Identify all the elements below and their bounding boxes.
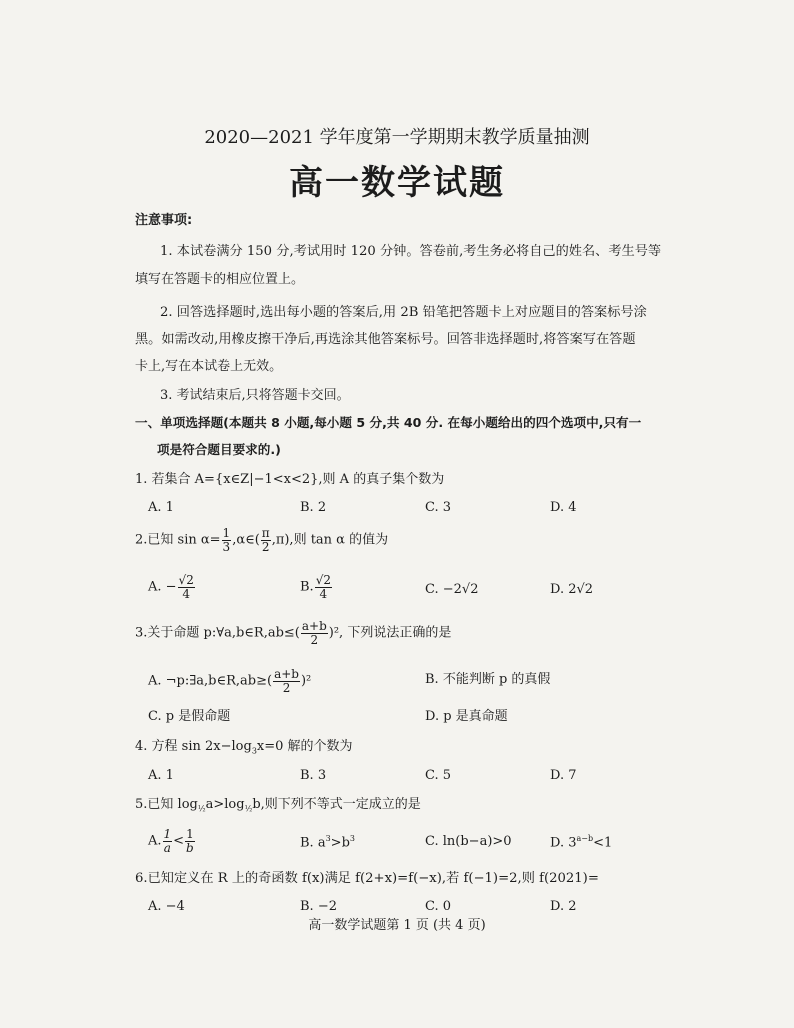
fraction-numerator: √2 <box>178 573 194 587</box>
question-4-option-d: D. 7 <box>550 768 577 783</box>
log-base: 3 <box>251 746 257 756</box>
question-6-option-d: D. 2 <box>550 899 577 914</box>
question-1-stem: 1. 若集合 A={x∈Z|−1<x<2},则 A 的真子集个数为 <box>135 472 445 487</box>
question-3-option-a <box>148 668 311 694</box>
fraction-one-over-a <box>163 828 173 854</box>
exponent: 3 <box>349 834 355 843</box>
option-b-part-2: >b <box>330 835 350 851</box>
fraction-numerator: 1 <box>186 827 194 841</box>
question-2-stem-part-2: ,α∈( <box>232 532 260 548</box>
note-2-line-1: 2. 回答选择题时,选出每小题的答案后,用 2B 铅笔把答题卡上对应题目的答案标号涂 <box>160 305 647 320</box>
question-1-option-b: B. 2 <box>300 500 327 515</box>
exponent: a−b <box>576 834 594 843</box>
question-4-option-b: B. 3 <box>300 768 327 783</box>
less-than-sign: < <box>173 833 185 849</box>
question-6-option-a: A. −4 <box>148 899 185 914</box>
section-1-heading-line-1: 一、单项选择题(本题共 8 小题,每小题 5 分,共 40 分. 在每小题给出的四个选项中,只有一 <box>135 415 642 430</box>
fraction-numerator: 1 <box>163 827 172 841</box>
exponent: 3 <box>325 834 331 843</box>
fraction-denominator: 2 <box>282 680 291 695</box>
question-1-option-c: C. 3 <box>425 500 452 515</box>
note-2-line-3: 卡上,写在本试卷上无效。 <box>135 359 283 374</box>
page-footer: 高一数学试题第 1 页 (共 4 页) <box>308 918 486 933</box>
option-d-part-1: D. 3 <box>550 835 577 851</box>
question-2-stem-part-3: ,π),则 tan α 的值为 <box>271 532 389 548</box>
question-2-stem <box>135 527 388 553</box>
fraction-a-plus-b-over-2 <box>301 620 328 646</box>
question-1-option-d: D. 4 <box>550 500 577 515</box>
fraction-denominator: 3 <box>222 539 231 554</box>
log-base: ½ <box>244 804 253 814</box>
fraction-pi-over-two <box>261 527 271 553</box>
question-5-option-c: C. ln(b−a)>0 <box>425 834 512 849</box>
question-3-option-d: D. p 是真命题 <box>425 709 508 724</box>
fraction-denominator: 2 <box>261 539 270 554</box>
exam-title: 2020—2021 学年度第一学期期末教学质量抽测 <box>204 127 590 148</box>
fraction-numerator: a+b <box>274 667 299 681</box>
question-5-option-a <box>148 828 196 854</box>
fraction-numerator: π <box>261 526 270 540</box>
question-6-option-b: B. −2 <box>300 899 337 914</box>
question-5-stem <box>135 797 421 814</box>
fraction-sqrt2-over-4 <box>315 574 332 600</box>
question-5-option-d <box>550 834 612 851</box>
note-1-line-1: 1. 本试卷满分 150 分,考试用时 120 分钟。答卷前,考生务必将自己的姓名、考生号等 <box>160 244 662 259</box>
question-5-stem-part-3: b,则下列不等式一定成立的是 <box>252 797 421 812</box>
question-2-option-c: C. −2√2 <box>425 582 479 597</box>
question-6-stem: 6.已知定义在 R 上的奇函数 f(x)满足 f(2+x)=f(−x),若 f(−1)=2,则 f(2021)= <box>135 871 599 886</box>
option-a-part-2: )² <box>300 673 312 689</box>
fraction-numerator: √2 <box>315 573 331 587</box>
option-d-part-2: <1 <box>593 835 613 851</box>
option-label: A. <box>148 833 162 849</box>
question-6-option-c: C. 0 <box>425 899 452 914</box>
question-3-stem-part-1: 3.关于命题 p:∀a,b∈R,ab≤( <box>135 625 300 641</box>
note-1-line-2: 填写在答题卡的相应位置上。 <box>135 272 305 287</box>
fraction-denominator: 2 <box>310 632 319 647</box>
question-2-stem-part-1: 2.已知 sin α= <box>135 532 221 548</box>
notes-heading: 注意事项: <box>135 213 193 228</box>
question-5-stem-part-2: a>log <box>205 797 245 812</box>
option-label: A. − <box>148 579 177 595</box>
fraction-denominator: b <box>186 840 194 855</box>
option-b-part-1: B. a <box>300 835 326 851</box>
question-3-option-b: B. 不能判断 p 的真假 <box>425 672 551 687</box>
section-1-heading-line-2: 项是符合题目要求的.) <box>157 442 281 457</box>
note-3: 3. 考试结束后,只将答题卡交回。 <box>160 388 350 403</box>
question-3-stem-part-2: )², 下列说法正确的是 <box>328 625 452 641</box>
fraction-sqrt2-over-4 <box>178 574 195 600</box>
question-4-stem-part-1: 4. 方程 sin 2x−log <box>135 739 252 754</box>
note-2-line-2: 黑。如需改动,用橡皮擦干净后,再选涂其他答案标号。回答非选择题时,将答案写在答题 <box>135 332 636 347</box>
question-5-option-b <box>300 834 355 851</box>
fraction-a-plus-b-over-2 <box>273 668 300 694</box>
question-4-option-c: C. 5 <box>425 768 452 783</box>
question-5-stem-part-1: 5.已知 log <box>135 797 198 812</box>
question-1-option-a: A. 1 <box>148 500 174 515</box>
fraction-one-over-b <box>185 828 195 854</box>
fraction-one-third <box>222 527 232 553</box>
subject-title: 高一数学试题 <box>289 163 505 203</box>
log-base: ½ <box>197 804 206 814</box>
question-3-option-c: C. p 是假命题 <box>148 709 231 724</box>
fraction-numerator: a+b <box>301 619 327 633</box>
question-4-option-a: A. 1 <box>148 768 174 783</box>
question-2-option-a <box>148 574 196 600</box>
option-a-part-1: A. ¬p:∃a,b∈R,ab≥( <box>148 673 273 689</box>
option-label: B. <box>300 579 314 595</box>
question-4-stem <box>135 739 353 756</box>
fraction-numerator: 1 <box>222 526 231 540</box>
fraction-denominator: 4 <box>182 586 190 601</box>
question-2-option-d: D. 2√2 <box>550 582 594 597</box>
fraction-denominator: 4 <box>319 586 328 601</box>
fraction-denominator: a <box>163 840 171 855</box>
question-4-stem-part-2: x=0 解的个数为 <box>256 739 353 754</box>
question-2-option-b <box>300 574 333 600</box>
question-3-stem <box>135 620 451 646</box>
